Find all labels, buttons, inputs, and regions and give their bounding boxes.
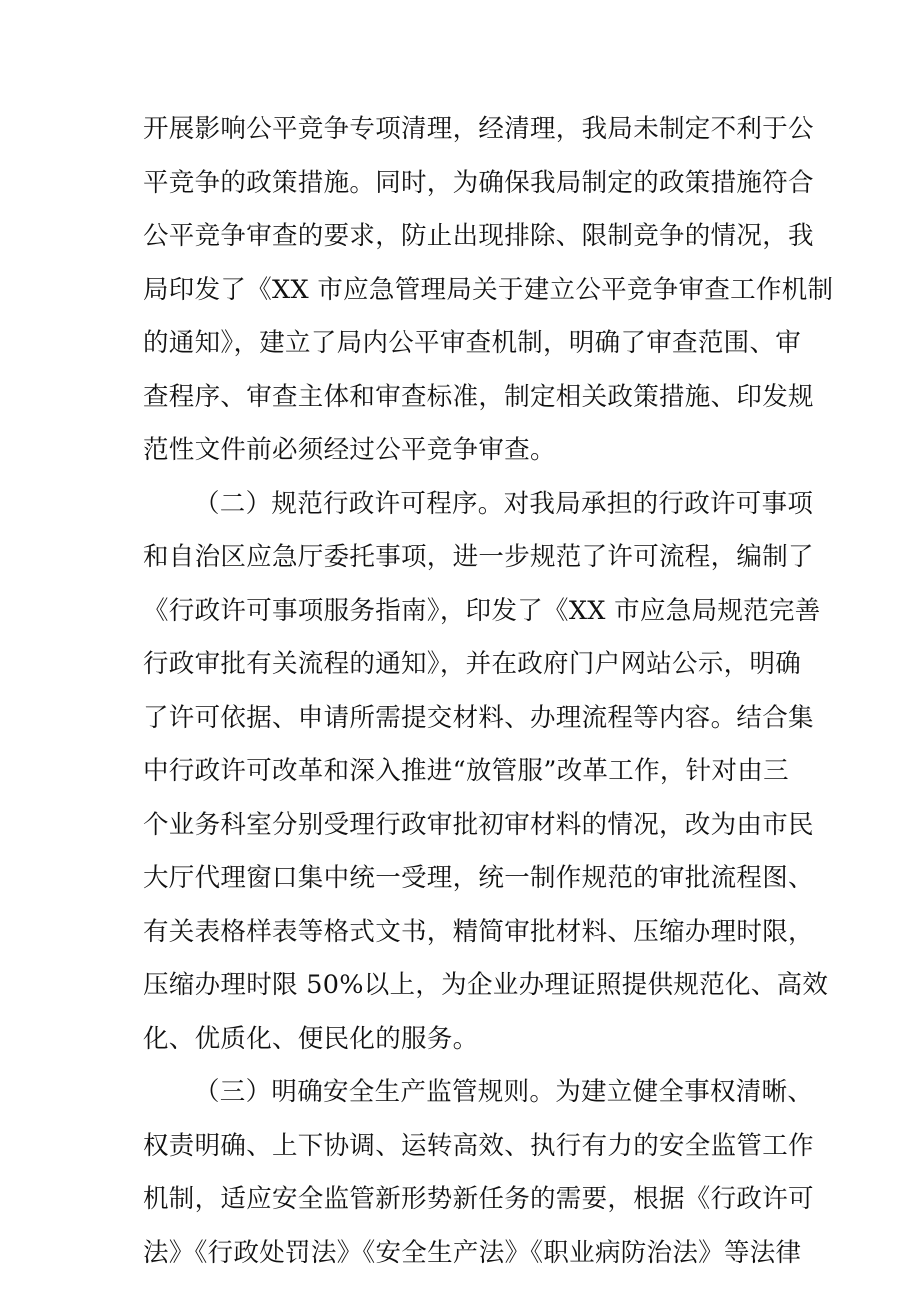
text-line: 《行政许可事项服务指南》，印发了《XX 市应急局规范完善 bbox=[143, 595, 821, 626]
text-line: 机制，适应安全监管新形势新任务的需要，根据《行政许可 bbox=[143, 1184, 814, 1214]
document-body bbox=[143, 103, 834, 1280]
text-line: 大厅代理窗口集中统一受理，统一制作规范的审批流程图、 bbox=[143, 863, 814, 893]
text-line: 公平竞争审查的要求，防止出现排除、限制竞争的情况，我 bbox=[143, 221, 814, 251]
paragraph-safety-supervision bbox=[143, 1066, 814, 1280]
text-line: 压缩办理时限 50%以上，为企业办理证照提供规范化、高效 bbox=[143, 970, 829, 1000]
text-line: 行政审批有关流程的通知》，并在政府门户网站公示，明确 bbox=[143, 649, 802, 679]
paragraph-admin-license bbox=[143, 478, 829, 1067]
text-line: 了许可依据、申请所需提交材料、办理流程等内容。结合集 bbox=[143, 702, 814, 733]
text-line: 个业务科室分别受理行政审批初审材料的情况，改为由市民 bbox=[143, 809, 814, 840]
text-line: 范性文件前必须经过公平竞争审查。 bbox=[143, 435, 556, 465]
text-line: 有关表格样表等格式文书，精简审批材料、压缩办理时限， bbox=[143, 916, 814, 947]
text-line: （二）规范行政许可程序。对我局承担的行政许可事项 bbox=[194, 488, 814, 519]
text-line: 平竞争的政策措施。同时，为确保我局制定的政策措施符合 bbox=[143, 167, 814, 198]
text-line: 开展影响公平竞争专项清理，经清理，我局未制定不利于公 bbox=[143, 114, 814, 144]
paragraph-fair-competition bbox=[143, 103, 834, 478]
text-line: （三）明确安全生产监管规则。为建立健全事权清晰、 bbox=[194, 1077, 814, 1107]
text-line: 化、优质化、便民化的服务。 bbox=[143, 1023, 479, 1054]
text-line: 法》《行政处罚法》《安全生产法》《职业病防治法》等法律 bbox=[143, 1237, 802, 1268]
text-line: 中行政许可改革和深入推进“放管服”改革工作，针对由三 bbox=[143, 756, 789, 786]
text-line: 的通知》，建立了局内公平审查机制，明确了审查范围、审 bbox=[143, 328, 802, 358]
text-line: 权责明确、上下协调、运转高效、执行有力的安全监管工作 bbox=[143, 1130, 814, 1161]
text-line: 局印发了《XX 市应急管理局关于建立公平竞争审查工作机制 bbox=[143, 274, 834, 305]
text-line: 和自治区应急厅委托事项，进一步规范了许可流程，编制了 bbox=[143, 542, 814, 572]
text-line: 查程序、审查主体和审查标准，制定相关政策措施、印发规 bbox=[143, 381, 814, 412]
